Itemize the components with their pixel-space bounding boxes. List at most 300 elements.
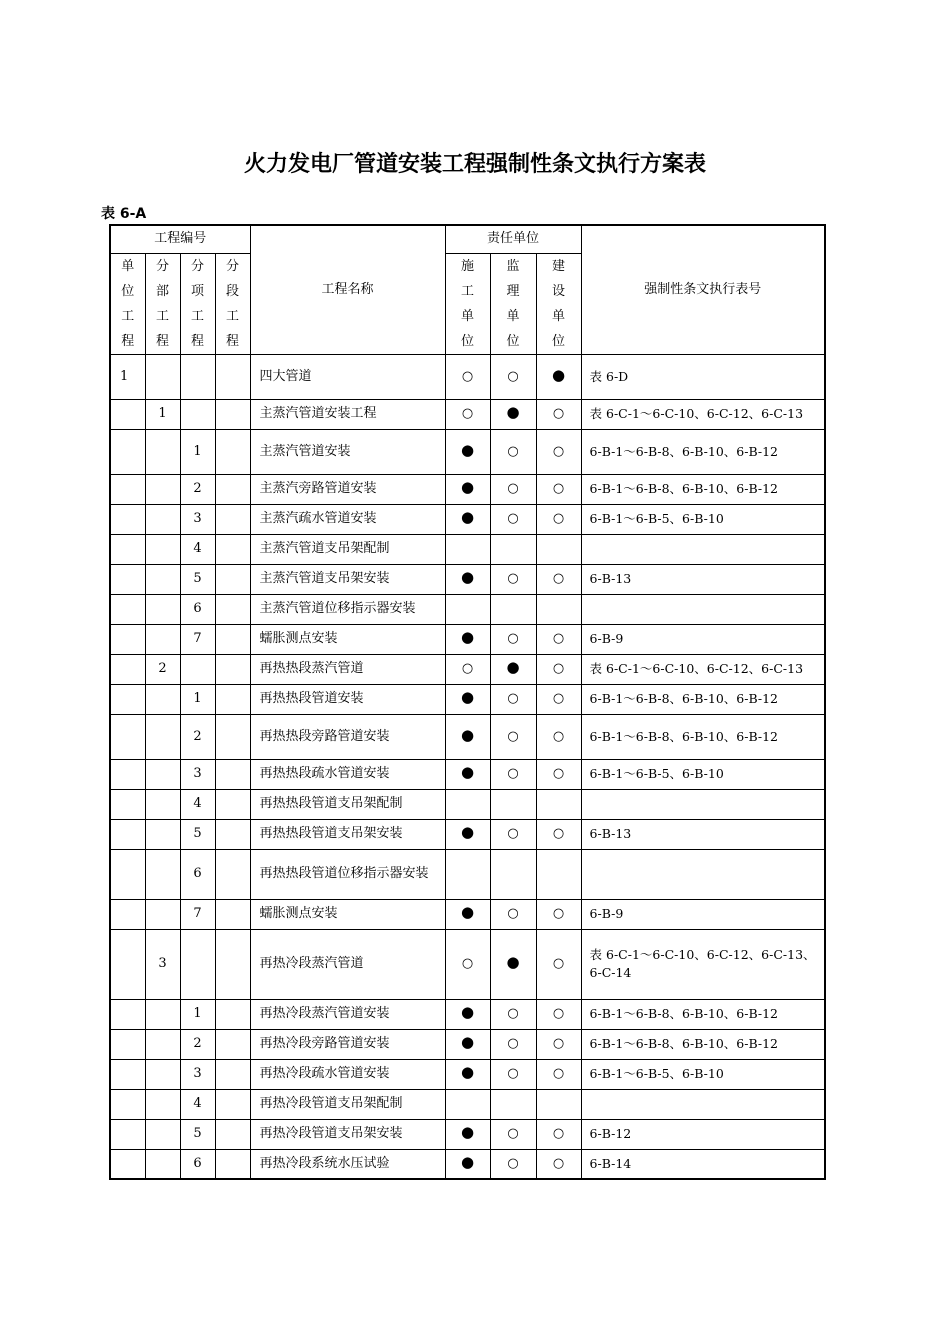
- cell-unit-no: [110, 1089, 145, 1119]
- cell-division-no: [145, 1059, 180, 1089]
- cell-construction-mark: [445, 849, 490, 899]
- cell-unit-no: [110, 429, 145, 474]
- cell-project-name: 主蒸汽疏水管道安装: [250, 504, 445, 534]
- cell-supervision-mark: [490, 474, 536, 504]
- cell-construction-mark: [445, 354, 490, 399]
- cell-owner-mark: [536, 899, 581, 929]
- cell-construction-mark: [445, 1119, 490, 1149]
- cell-subitem-no: 5: [180, 819, 215, 849]
- cell-owner-mark: [536, 594, 581, 624]
- cell-unit-no: [110, 759, 145, 789]
- cell-owner-mark: [536, 534, 581, 564]
- responsibility-mark: ●: [460, 568, 475, 586]
- cell-project-name: 再热热段疏水管道安装: [250, 759, 445, 789]
- cell-construction-mark: [445, 504, 490, 534]
- cell-section-no: [215, 594, 250, 624]
- responsibility-mark: ○: [507, 481, 519, 496]
- cell-division-no: [145, 504, 180, 534]
- cell-subitem-no: 6: [180, 1149, 215, 1179]
- header-row-1: [110, 225, 825, 253]
- table-row: [110, 474, 825, 504]
- responsibility-mark: ○: [507, 1155, 519, 1171]
- responsibility-mark: ○: [507, 1036, 519, 1051]
- responsibility-mark: ○: [507, 766, 519, 781]
- cell-project-name: 主蒸汽管道支吊架安装: [250, 564, 445, 594]
- responsibility-mark: ○: [552, 1126, 565, 1141]
- responsibility-mark: ○: [507, 728, 519, 744]
- cell-subitem-no: 1: [180, 429, 215, 474]
- cell-division-no: [145, 899, 180, 929]
- cell-unit-no: [110, 999, 145, 1029]
- responsibility-mark: ○: [552, 571, 565, 586]
- responsibility-mark: ○: [461, 406, 474, 421]
- cell-construction-mark: [445, 594, 490, 624]
- responsibility-mark: ○: [552, 631, 565, 646]
- cell-supervision-mark: [490, 624, 536, 654]
- table-row: [110, 624, 825, 654]
- cell-division-no: [145, 429, 180, 474]
- table-row: [110, 1059, 825, 1089]
- cell-project-name: 主蒸汽管道位移指示器安装: [250, 594, 445, 624]
- table-row: [110, 1119, 825, 1149]
- cell-code: [581, 594, 825, 624]
- table-row: [110, 594, 825, 624]
- cell-project-name: 再热热段管道支吊架安装: [250, 819, 445, 849]
- cell-owner-mark: [536, 999, 581, 1029]
- cell-supervision-mark: [490, 759, 536, 789]
- cell-owner-mark: [536, 1089, 581, 1119]
- cell-unit-no: [110, 929, 145, 999]
- cell-supervision-mark: [490, 1089, 536, 1119]
- cell-division-no: 2: [145, 654, 180, 684]
- cell-subitem-no: 4: [180, 534, 215, 564]
- responsibility-mark: ○: [507, 1066, 519, 1081]
- cell-code: [581, 534, 825, 564]
- cell-subitem-no: 3: [180, 759, 215, 789]
- cell-unit-no: [110, 564, 145, 594]
- cell-subitem-no: 7: [180, 624, 215, 654]
- cell-owner-mark: [536, 789, 581, 819]
- cell-section-no: [215, 789, 250, 819]
- cell-subitem-no: 2: [180, 1029, 215, 1059]
- cell-supervision-mark: [490, 929, 536, 999]
- cell-unit-no: [110, 624, 145, 654]
- responsibility-mark: ○: [552, 1066, 565, 1081]
- cell-owner-mark: [536, 474, 581, 504]
- cell-construction-mark: [445, 759, 490, 789]
- cell-project-name: 再热热段管道位移指示器安装: [250, 849, 445, 899]
- cell-unit-no: [110, 1059, 145, 1089]
- cell-subitem-no: [180, 654, 215, 684]
- responsibility-mark: ○: [461, 368, 474, 384]
- responsibility-mark: ●: [460, 628, 475, 646]
- cell-code: 表 6-C-1～6-C-10、6-C-12、6-C-13、6-C-14: [581, 929, 825, 999]
- cell-section-no: [215, 654, 250, 684]
- cell-construction-mark: [445, 714, 490, 759]
- table-row: [110, 1149, 825, 1179]
- header-code: 强制性条文执行表号: [581, 225, 825, 354]
- cell-section-no: [215, 504, 250, 534]
- responsibility-mark: ○: [507, 1006, 519, 1021]
- header-division: 分部工程: [145, 253, 180, 354]
- responsibility-mark: ●: [506, 403, 520, 421]
- cell-code: 表 6-D: [581, 354, 825, 399]
- cell-owner-mark: [536, 819, 581, 849]
- cell-unit-no: [110, 789, 145, 819]
- cell-project-name: 再热冷段蒸汽管道: [250, 929, 445, 999]
- table-row: [110, 999, 825, 1029]
- cell-section-no: [215, 564, 250, 594]
- responsibility-mark: ●: [460, 903, 475, 921]
- responsibility-mark: ○: [552, 443, 565, 459]
- cell-subitem-no: 5: [180, 564, 215, 594]
- cell-supervision-mark: [490, 429, 536, 474]
- cell-code: 6-B-1～6-B-5、6-B-10: [581, 1059, 825, 1089]
- cell-section-no: [215, 819, 250, 849]
- responsibility-mark: ●: [460, 1063, 475, 1081]
- cell-owner-mark: [536, 354, 581, 399]
- cell-unit-no: [110, 899, 145, 929]
- table-row: [110, 819, 825, 849]
- cell-section-no: [215, 1149, 250, 1179]
- cell-owner-mark: [536, 849, 581, 899]
- cell-code: 表 6-C-1～6-C-10、6-C-12、6-C-13: [581, 399, 825, 429]
- cell-division-no: [145, 714, 180, 759]
- responsibility-mark: ●: [460, 688, 475, 706]
- cell-supervision-mark: [490, 534, 536, 564]
- cell-unit-no: [110, 849, 145, 899]
- table-row: [110, 429, 825, 474]
- responsibility-mark: ●: [460, 1033, 475, 1051]
- responsibility-mark: ●: [506, 953, 520, 971]
- responsibility-mark: ○: [552, 691, 565, 706]
- responsibility-mark: ●: [460, 763, 475, 781]
- cell-supervision-mark: [490, 714, 536, 759]
- cell-supervision-mark: [490, 1149, 536, 1179]
- header-project-no: 工程编号: [110, 225, 250, 253]
- cell-division-no: [145, 354, 180, 399]
- responsibility-mark: ●: [460, 478, 475, 496]
- table-row: [110, 534, 825, 564]
- cell-project-name: 主蒸汽管道支吊架配制: [250, 534, 445, 564]
- table-row: [110, 684, 825, 714]
- responsibility-mark: ○: [507, 368, 519, 384]
- responsibility-mark: ○: [507, 1126, 519, 1141]
- cell-division-no: [145, 684, 180, 714]
- cell-project-name: 再热冷段管道支吊架安装: [250, 1119, 445, 1149]
- cell-code: 6-B-1～6-B-8、6-B-10、6-B-12: [581, 684, 825, 714]
- table-row: [110, 899, 825, 929]
- cell-section-no: [215, 759, 250, 789]
- cell-owner-mark: [536, 1149, 581, 1179]
- cell-owner-mark: [536, 1059, 581, 1089]
- table-row: [110, 1029, 825, 1059]
- responsibility-mark: ●: [460, 823, 475, 841]
- cell-owner-mark: [536, 1029, 581, 1059]
- cell-division-no: [145, 849, 180, 899]
- responsibility-mark: ●: [460, 1123, 475, 1141]
- cell-subitem-no: 4: [180, 789, 215, 819]
- cell-code: 6-B-13: [581, 564, 825, 594]
- cell-construction-mark: [445, 474, 490, 504]
- cell-unit-no: [110, 399, 145, 429]
- cell-construction-mark: [445, 929, 490, 999]
- cell-subitem-no: 1: [180, 684, 215, 714]
- responsibility-mark: ○: [552, 728, 565, 744]
- cell-section-no: [215, 399, 250, 429]
- table-row: [110, 714, 825, 759]
- responsibility-mark: ●: [460, 1003, 475, 1021]
- cell-supervision-mark: [490, 849, 536, 899]
- cell-section-no: [215, 849, 250, 899]
- cell-subitem-no: 2: [180, 714, 215, 759]
- table-row: [110, 504, 825, 534]
- cell-subitem-no: 1: [180, 999, 215, 1029]
- cell-project-name: 主蒸汽管道安装: [250, 429, 445, 474]
- responsibility-mark: ○: [552, 481, 565, 496]
- cell-supervision-mark: [490, 654, 536, 684]
- responsibility-mark: ○: [507, 691, 519, 706]
- cell-project-name: 再热热段管道支吊架配制: [250, 789, 445, 819]
- cell-subitem-no: 6: [180, 849, 215, 899]
- cell-subitem-no: 4: [180, 1089, 215, 1119]
- cell-unit-no: [110, 504, 145, 534]
- cell-construction-mark: [445, 819, 490, 849]
- cell-division-no: [145, 564, 180, 594]
- cell-subitem-no: 5: [180, 1119, 215, 1149]
- cell-owner-mark: [536, 929, 581, 999]
- responsibility-mark: ○: [507, 511, 519, 526]
- cell-code: 6-B-1～6-B-8、6-B-10、6-B-12: [581, 474, 825, 504]
- table-label: 表 6-A: [101, 206, 147, 222]
- cell-subitem-no: 6: [180, 594, 215, 624]
- cell-construction-mark: [445, 789, 490, 819]
- responsibility-mark: ○: [552, 766, 565, 781]
- cell-code: 6-B-1～6-B-8、6-B-10、6-B-12: [581, 999, 825, 1029]
- cell-code: 6-B-13: [581, 819, 825, 849]
- header-name: 工程名称: [250, 225, 445, 354]
- cell-supervision-mark: [490, 899, 536, 929]
- cell-code: 6-B-1～6-B-8、6-B-10、6-B-12: [581, 714, 825, 759]
- cell-division-no: [145, 534, 180, 564]
- cell-supervision-mark: [490, 564, 536, 594]
- table-row: [110, 354, 825, 399]
- cell-project-name: 再热热段管道安装: [250, 684, 445, 714]
- cell-subitem-no: 3: [180, 1059, 215, 1089]
- cell-construction-mark: [445, 1059, 490, 1089]
- responsibility-mark: ○: [552, 1006, 565, 1021]
- cell-code: 6-B-12: [581, 1119, 825, 1149]
- cell-division-no: [145, 1089, 180, 1119]
- cell-supervision-mark: [490, 789, 536, 819]
- responsibility-mark: ○: [461, 661, 474, 676]
- cell-project-name: 四大管道: [250, 354, 445, 399]
- responsibility-mark: ●: [460, 725, 475, 744]
- cell-unit-no: [110, 714, 145, 759]
- responsibility-mark: ○: [552, 906, 565, 921]
- cell-division-no: 1: [145, 399, 180, 429]
- cell-code: 6-B-1～6-B-8、6-B-10、6-B-12: [581, 429, 825, 474]
- cell-code: 表 6-C-1～6-C-10、6-C-12、6-C-13: [581, 654, 825, 684]
- cell-division-no: 3: [145, 929, 180, 999]
- cell-construction-mark: [445, 999, 490, 1029]
- cell-owner-mark: [536, 684, 581, 714]
- table-row: [110, 1089, 825, 1119]
- table-row: [110, 789, 825, 819]
- cell-project-name: 再热冷段管道支吊架配制: [250, 1089, 445, 1119]
- cell-construction-mark: [445, 429, 490, 474]
- responsibility-mark: ○: [507, 631, 519, 646]
- cell-division-no: [145, 474, 180, 504]
- cell-unit-no: [110, 474, 145, 504]
- responsibility-mark: ●: [506, 658, 520, 676]
- cell-construction-mark: [445, 624, 490, 654]
- cell-code: [581, 849, 825, 899]
- cell-division-no: [145, 999, 180, 1029]
- cell-supervision-mark: [490, 819, 536, 849]
- cell-project-name: 主蒸汽旁路管道安装: [250, 474, 445, 504]
- cell-construction-mark: [445, 684, 490, 714]
- cell-division-no: [145, 819, 180, 849]
- cell-unit-no: [110, 594, 145, 624]
- cell-project-name: 再热冷段疏水管道安装: [250, 1059, 445, 1089]
- table-row: [110, 929, 825, 999]
- cell-section-no: [215, 899, 250, 929]
- cell-unit-no: [110, 819, 145, 849]
- document-title: 火力发电厂管道安装工程强制性条文执行方案表: [243, 152, 706, 177]
- cell-code: [581, 789, 825, 819]
- header-subitem: 分项工程: [180, 253, 215, 354]
- responsibility-mark: ●: [551, 365, 566, 384]
- cell-supervision-mark: [490, 594, 536, 624]
- cell-construction-mark: [445, 1089, 490, 1119]
- cell-section-no: [215, 429, 250, 474]
- cell-project-name: 再热冷段旁路管道安装: [250, 1029, 445, 1059]
- responsibility-mark: ○: [461, 956, 474, 971]
- cell-section-no: [215, 999, 250, 1029]
- cell-division-no: [145, 1119, 180, 1149]
- responsibility-mark: ○: [507, 906, 519, 921]
- responsibility-mark: ●: [460, 508, 475, 526]
- header-supervision: 监理单位: [490, 253, 536, 354]
- responsibility-mark: ○: [552, 826, 565, 841]
- responsibility-mark: ○: [552, 1036, 565, 1051]
- responsibility-mark: ○: [552, 956, 565, 971]
- table-row: [110, 849, 825, 899]
- cell-owner-mark: [536, 654, 581, 684]
- cell-owner-mark: [536, 1119, 581, 1149]
- cell-code: 6-B-9: [581, 624, 825, 654]
- cell-project-name: 蠕胀测点安装: [250, 624, 445, 654]
- cell-supervision-mark: [490, 354, 536, 399]
- cell-construction-mark: [445, 564, 490, 594]
- responsibility-mark: ●: [460, 440, 475, 459]
- cell-section-no: [215, 624, 250, 654]
- responsibility-mark: ○: [552, 511, 565, 526]
- cell-division-no: [145, 789, 180, 819]
- cell-construction-mark: [445, 1149, 490, 1179]
- cell-unit-no: [110, 684, 145, 714]
- cell-project-name: 主蒸汽管道安装工程: [250, 399, 445, 429]
- cell-unit-no: [110, 1119, 145, 1149]
- cell-unit-no: 1: [110, 354, 145, 399]
- cell-owner-mark: [536, 429, 581, 474]
- cell-code: 6-B-9: [581, 899, 825, 929]
- cell-division-no: [145, 759, 180, 789]
- cell-division-no: [145, 594, 180, 624]
- responsibility-mark: ○: [552, 661, 565, 676]
- header-responsible: 责任单位: [445, 225, 581, 253]
- cell-code: 6-B-1～6-B-8、6-B-10、6-B-12: [581, 1029, 825, 1059]
- cell-project-name: 蠕胀测点安装: [250, 899, 445, 929]
- cell-unit-no: [110, 534, 145, 564]
- cell-subitem-no: [180, 354, 215, 399]
- cell-supervision-mark: [490, 1119, 536, 1149]
- cell-owner-mark: [536, 564, 581, 594]
- cell-supervision-mark: [490, 1059, 536, 1089]
- cell-code: [581, 1089, 825, 1119]
- cell-section-no: [215, 684, 250, 714]
- cell-unit-no: [110, 1149, 145, 1179]
- responsibility-mark: ○: [552, 1155, 565, 1171]
- cell-supervision-mark: [490, 684, 536, 714]
- cell-supervision-mark: [490, 504, 536, 534]
- table-row: [110, 759, 825, 789]
- cell-construction-mark: [445, 654, 490, 684]
- table-row: [110, 564, 825, 594]
- cell-subitem-no: 3: [180, 504, 215, 534]
- cell-section-no: [215, 1059, 250, 1089]
- cell-project-name: 再热冷段系统水压试验: [250, 1149, 445, 1179]
- responsibility-mark: ○: [507, 443, 519, 459]
- cell-owner-mark: [536, 714, 581, 759]
- responsibility-mark: ○: [507, 571, 519, 586]
- cell-construction-mark: [445, 1029, 490, 1059]
- cell-subitem-no: 7: [180, 899, 215, 929]
- cell-section-no: [215, 534, 250, 564]
- execution-plan-table: [109, 224, 826, 1180]
- cell-supervision-mark: [490, 1029, 536, 1059]
- cell-supervision-mark: [490, 399, 536, 429]
- cell-construction-mark: [445, 399, 490, 429]
- cell-owner-mark: [536, 624, 581, 654]
- cell-section-no: [215, 1119, 250, 1149]
- cell-code: 6-B-14: [581, 1149, 825, 1179]
- cell-section-no: [215, 354, 250, 399]
- cell-construction-mark: [445, 534, 490, 564]
- cell-code: 6-B-1～6-B-5、6-B-10: [581, 759, 825, 789]
- header-unit: 单位工程: [110, 253, 145, 354]
- table-row: [110, 399, 825, 429]
- cell-section-no: [215, 714, 250, 759]
- cell-section-no: [215, 929, 250, 999]
- header-construction: 施工单位: [445, 253, 490, 354]
- table-row: [110, 654, 825, 684]
- cell-project-name: 再热热段蒸汽管道: [250, 654, 445, 684]
- cell-unit-no: [110, 1029, 145, 1059]
- cell-section-no: [215, 474, 250, 504]
- cell-unit-no: [110, 654, 145, 684]
- cell-division-no: [145, 624, 180, 654]
- responsibility-mark: ○: [552, 406, 565, 421]
- responsibility-mark: ●: [460, 1152, 475, 1171]
- cell-subitem-no: 2: [180, 474, 215, 504]
- cell-division-no: [145, 1149, 180, 1179]
- header-owner: 建设单位: [536, 253, 581, 354]
- cell-owner-mark: [536, 759, 581, 789]
- cell-supervision-mark: [490, 999, 536, 1029]
- header-section: 分段工程: [215, 253, 250, 354]
